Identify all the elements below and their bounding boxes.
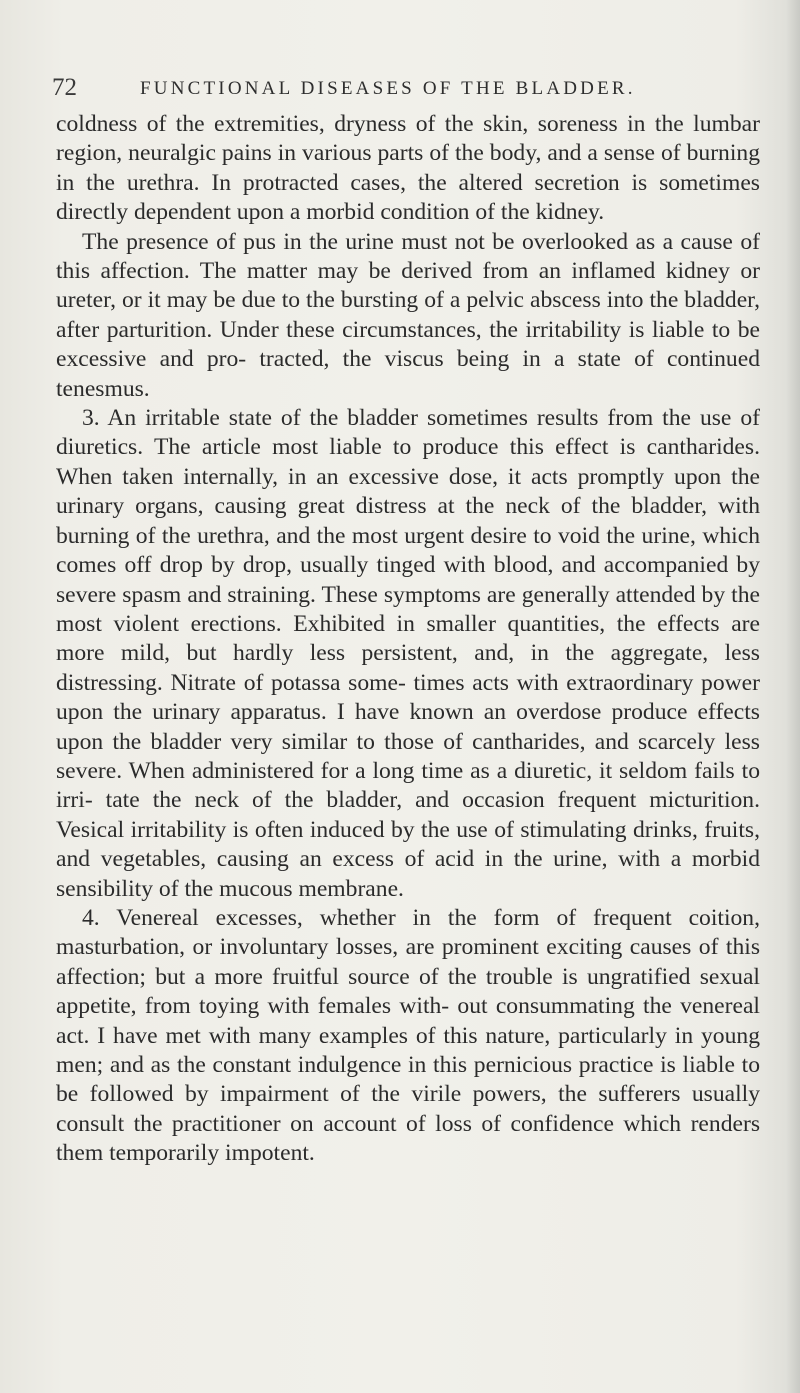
paragraph-diuretics: 3. An irritable state of the bladder sometimes results from the use of diuretics. The article most liable to produce this effect is cantharides. When taken internally, in an excessive dose, it acts promptly upon the urinary organs, causing great distress at the neck of the bladder, with burning of the urethra, and the most urgent desire to void the urine, which comes off drop by drop, usually tinged with blood, and accompanied by severe spasm and straining. These symptoms are generally attended by the most violent erections. Exhibited in smaller quantities, the effects are more mild, but hardly less persistent, and, in the aggregate, less distressing. Nitrate of potassa some- times acts with extraordinary power upon the urinary apparatus. I have known an overdose produce effects upon the bladder very similar to those of cantharides, and scarcely less severe. When administered for a long time as a diuretic, it seldom fails to irri- tate the neck of the bladder, and occasion frequent micturition. Vesical irritability is often induced by the use of stimulating drinks, fruits, and vegetables, causing an excess of acid in the urine, with a morbid sensibility of the mucous membrane.	[56, 405, 760, 902]
page-number: 72	[52, 74, 77, 101]
running-head	[52, 74, 752, 114]
paragraph-pus-in-urine: The presence of pus in the urine must not be overlooked as a cause of this affection. The matter may be derived from an inflamed kidney or ureter, or it may be due to the bursting of a pelvic abscess into the bladder, after parturition. Under these circumstances, the irritability is liable to be excessive and pro- tracted, the viscus being in a state of continued tenesmus.	[56, 228, 760, 402]
body-text	[56, 110, 760, 1169]
page-edge-shadow	[786, 0, 800, 1393]
paragraph-venereal-excesses: 4. Venereal excesses, whether in the form of frequent coition, masturbation, or involuntary losses, are prominent exciting causes of this affection; but a more fruitful source of the trouble is ungratified sexual appetite, from toying with females with- out consummating the venereal act. I have met with many examples of this nature, particularly in young men; and as the constant indulgence in this pernicious practice is liable to be followed by impairment of the virile powers, the sufferers usually consult the practitioner on account of loss of confidence which renders them temporarily impotent.	[56, 904, 760, 1167]
running-title: FUNCTIONAL DISEASES OF THE BLADDER.	[140, 78, 636, 99]
paragraph-continuation: coldness of the extremities, dryness of the skin, soreness in the lumbar region, neuralgic pains in various parts of the body, and a sense of burning in the urethra. In protracted cases, the altered secretion is sometimes directly dependent upon a morbid condition of the kidney.	[56, 111, 760, 226]
